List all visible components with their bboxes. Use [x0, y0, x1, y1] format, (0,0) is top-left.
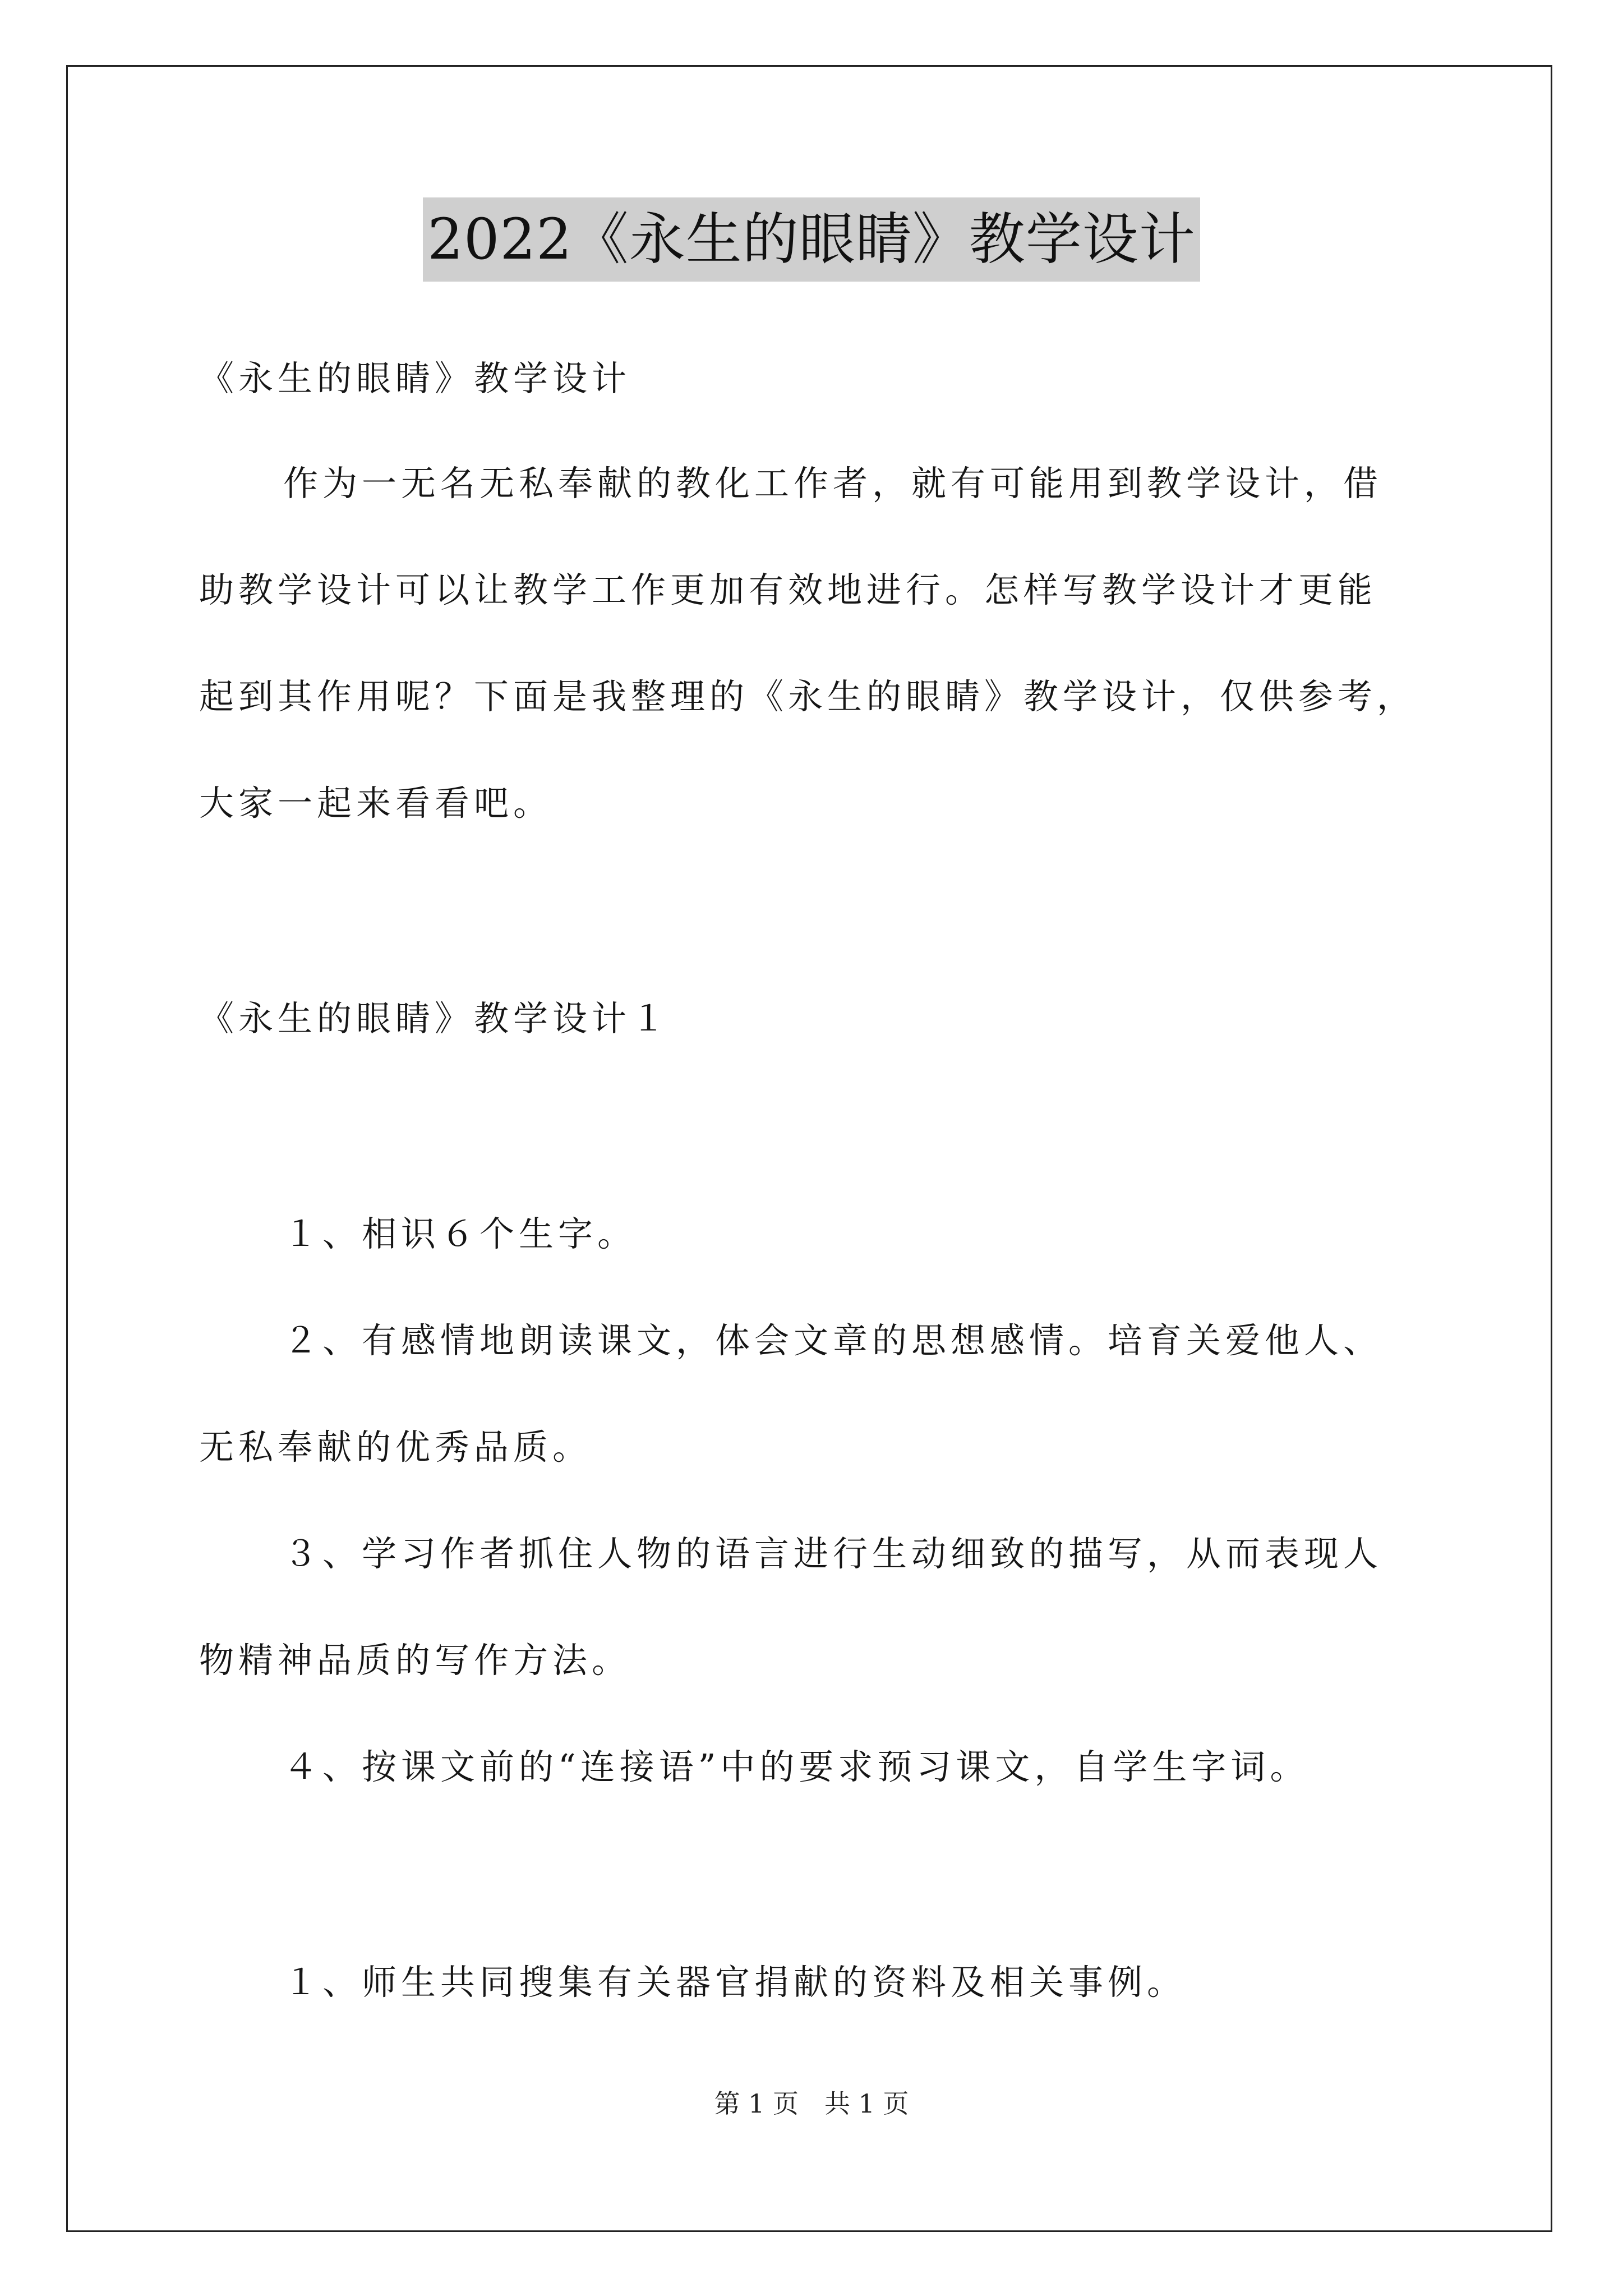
objective-3-line-2: 物精神品质的写作方法。 [199, 1640, 631, 1681]
objective-2-line-1: ２、有感情地朗读课文，体会文章的思想感情。培育关爱他人、 [283, 1320, 1383, 1361]
objective-1: １、相识６个生字。 [283, 1213, 637, 1254]
page-footer: 第 1 页 共 1 页 [714, 2088, 909, 2119]
document-title: 2022《永生的眼睛》教学设计 [423, 197, 1200, 282]
objective-2-line-2: 无私奉献的优秀品质。 [199, 1427, 592, 1467]
objective-3-line-1: ３、学习作者抓住人物的语言进行生动细致的描写，从而表现人 [283, 1533, 1383, 1574]
intro-line-4: 大家一起来看看吧。 [199, 783, 553, 823]
intro-line-1: 作为一无名无私奉献的教化工作者，就有可能用到教学设计，借 [283, 463, 1383, 504]
intro-line-2: 助教学设计可以让教学工作更加有效地进行。怎样写教学设计才更能 [199, 569, 1377, 610]
section-heading: 《永生的眼睛》教学设计１ [199, 998, 671, 1039]
title-container [0, 197, 1623, 282]
intro-line-3: 起到其作用呢？下面是我整理的《永生的眼睛》教学设计，仅供参考， [199, 676, 1417, 717]
preparation-1: １、师生共同搜集有关器官捐献的资料及相关事例。 [283, 1962, 1187, 2003]
document-subtitle: 《永生的眼睛》教学设计 [199, 358, 631, 399]
objective-4: ４、按课文前的“连接语”中的要求预习课文，自学生字词。 [283, 1746, 1310, 1787]
